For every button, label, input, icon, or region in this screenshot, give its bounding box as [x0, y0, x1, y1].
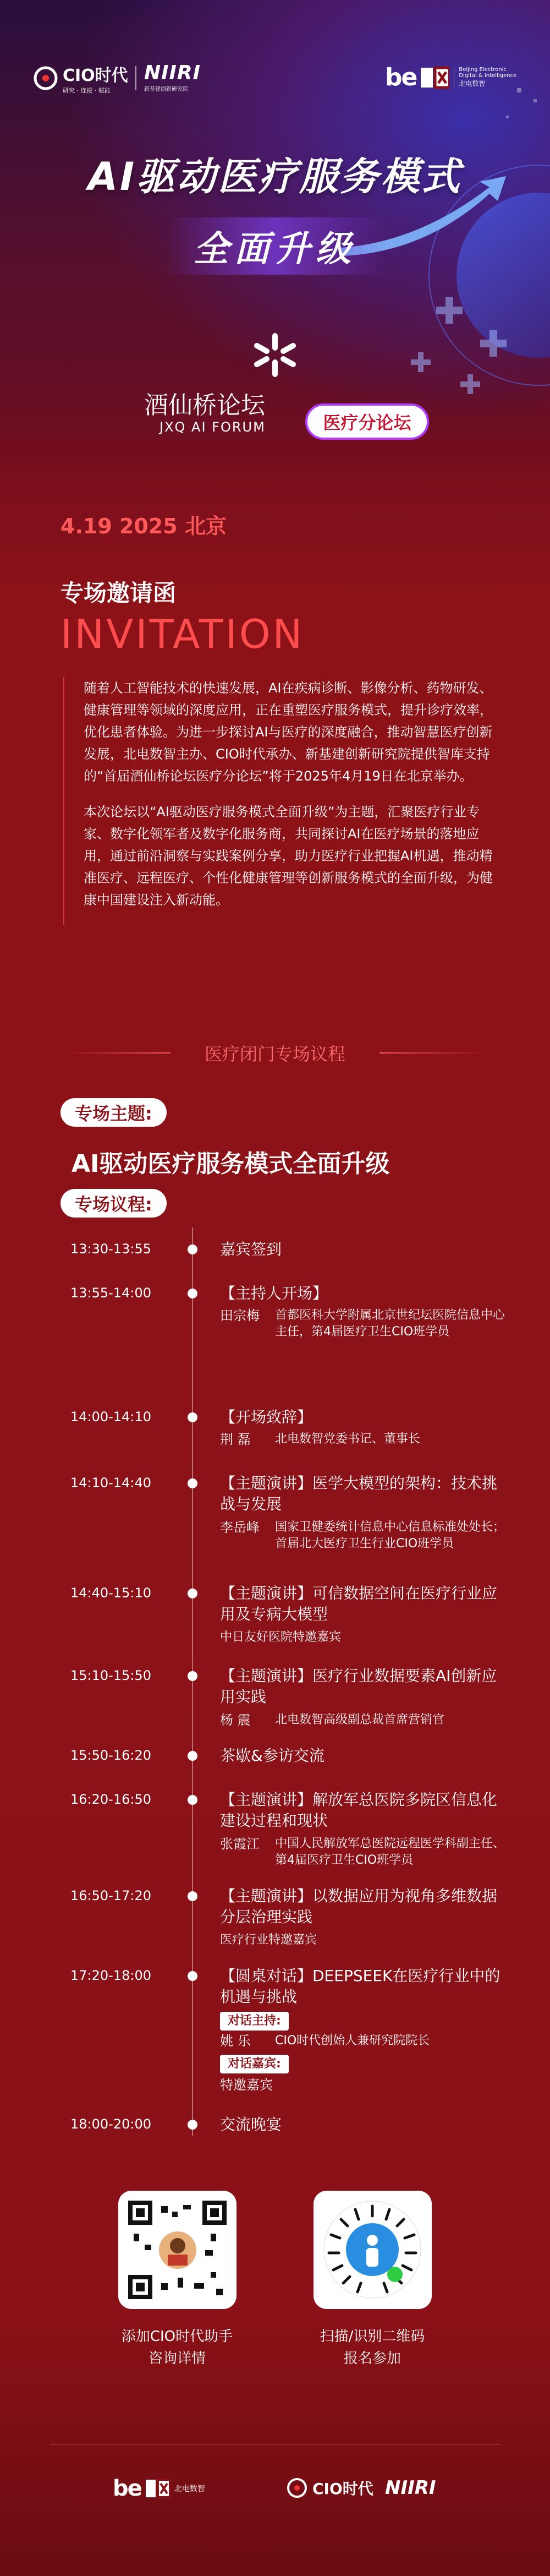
- cio-logo-text: CIO时代: [63, 66, 128, 85]
- speaker-title: 首都医科大学附属北京世纪坛医院信息中心主任，第4届医疗卫生CIO班学员: [275, 1308, 505, 1339]
- speaker-name: 荆 磊: [220, 1432, 251, 1447]
- speaker-title: 医疗行业特邀嘉宾: [220, 1933, 317, 1947]
- timeline-dot: [188, 1478, 197, 1488]
- beh-logo-text: be: [385, 63, 417, 91]
- niiri-logo-subtitle: 新基建创新研究院: [144, 86, 188, 92]
- timeline-dot: [188, 1891, 197, 1901]
- footer-cio-logo: [286, 2477, 373, 2499]
- agenda-time: 13:55-14:00: [70, 1285, 151, 1301]
- agenda-time: 15:10-15:50: [70, 1668, 151, 1683]
- intro-text-block: [63, 677, 498, 925]
- agenda-label-badge: 专场议程:: [61, 1189, 167, 1218]
- agenda-time: 14:10-14:40: [70, 1475, 151, 1491]
- jxq-forum-logo-icon: [250, 330, 300, 380]
- speaker-title: 北电数智党委书记、董事长: [275, 1432, 421, 1446]
- agenda-time: 17:20-18:00: [70, 1968, 151, 1983]
- theme-label-badge: 专场主题:: [61, 1098, 167, 1127]
- speaker-name: 李岳峰: [220, 1520, 260, 1535]
- agenda-section-title: 医疗闭门专场议程: [204, 1044, 345, 1065]
- speaker-info: [220, 1712, 517, 1728]
- intro-paragraph-2: 本次论坛以“AI驱动医疗服务模式全面升级”为主题，汇聚医疗行业专家、数字化领军者及数字化服务商，共同探讨AI在医疗场景的落地应用，通过前沿洞察与实践案例分享，助力医疗行业把握AI机遇，推动精准医疗、远程医疗、个性化健康管理等创新服务模式的全面升级，为健康中国建设注入新动能。: [84, 804, 493, 908]
- agenda-time: 14:40-15:10: [70, 1585, 151, 1601]
- qr-caption-left: [95, 2326, 260, 2370]
- roundtable-host: [220, 2012, 517, 2031]
- qr-caption-left-line1: 添加CIO时代助手: [121, 2328, 233, 2345]
- speaker-title: 国家卫健委统计信息中心信息标准处处长；首届北大医疗卫生行业CIO班学员: [275, 1520, 505, 1551]
- agenda-time: 18:00-20:00: [70, 2116, 151, 2132]
- main-title-line2: 全面升级: [165, 217, 385, 275]
- agenda-title: 【主题演讲】以数据应用为视角多维数据分层治理实践: [220, 1887, 498, 1926]
- timeline-dot: [188, 1289, 197, 1298]
- timeline-dot: [188, 2120, 197, 2130]
- forum-name-en: JXQ AI FORUM: [160, 419, 266, 435]
- footer-niiri-logo: NIIRI: [385, 2477, 436, 2499]
- footer-beh-logo: [113, 2476, 205, 2501]
- speaker-info: [220, 2033, 517, 2049]
- agenda-title: 交流晚宴: [220, 2115, 282, 2133]
- agenda-time: 16:20-16:50: [70, 1792, 151, 1807]
- speaker-info: [220, 1431, 517, 1448]
- speaker-name: 杨 震: [220, 1712, 251, 1728]
- beh-logo: [385, 63, 516, 91]
- qr-caption-left-line2: 咨询详情: [148, 2350, 206, 2367]
- agenda-title: 【主题演讲】医学大模型的架构：技术挑战与发展: [220, 1474, 498, 1513]
- agenda-title: 【圆桌对话】DEEPSEEK在医疗行业中的机遇与挑战: [220, 1967, 501, 2006]
- qr-caption-right-line1: 扫描/识别二维码: [320, 2328, 425, 2345]
- agenda-title: 【主题演讲】医疗行业数据要素AI创新应用实践: [220, 1667, 497, 1706]
- intro-paragraph-1: 随着人工智能技术的快速发展，AI在疾病诊断、影像分析、药物研发、健康管理等领域的深度应用，正在重塑医疗服务模式，提升诊疗效率，优化患者体验。为进一步探讨AI与医疗的深度融合，推动智慧医疗创新发展，北电数智主办、CIO时代承办、新基建创新研究院提供智库支持的“首届酒仙桥论坛医疗分论坛”将于2025年4月19日在北京举办。: [84, 680, 493, 784]
- timeline-dot: [188, 1671, 197, 1681]
- agenda-title: 【主题演讲】解放军总医院多院区信息化建设过程和现状: [220, 1791, 498, 1830]
- speaker-title: 中国人民解放军总医院远程医学科副主任、第4届医疗卫生CIO班学员: [275, 1837, 505, 1867]
- agenda-title: 嘉宾签到: [220, 1240, 282, 1258]
- speaker-title: 北电数智高级副总裁首席营销官: [275, 1713, 445, 1727]
- timeline-dot: [188, 1589, 197, 1598]
- agenda-title: 【主题演讲】可信数据空间在医疗行业应用及专病大模型: [220, 1584, 498, 1623]
- speaker-info: [220, 1307, 517, 1340]
- beh-logo-mark-icon: [421, 66, 449, 90]
- event-date: 4.19 2025 北京: [61, 514, 227, 538]
- host-label-badge: 对话主持:: [220, 2012, 289, 2031]
- footer-beh-mark-icon: [146, 2478, 170, 2499]
- agenda-title: 茶歇&参访交流: [220, 1747, 324, 1765]
- timeline-dot: [188, 1412, 197, 1422]
- timeline-dot: [188, 1751, 197, 1761]
- timeline-dot: [188, 1971, 197, 1981]
- agenda-title: 【主持人开场】: [220, 1284, 328, 1302]
- speaker-info: [220, 1836, 517, 1869]
- speaker-name: 张霞江: [220, 1836, 260, 1852]
- main-title-line1: AI驱动医疗服务模式: [87, 154, 463, 199]
- invitation-title-cn: 专场邀请函: [61, 580, 177, 607]
- agenda-time: 15:50-16:20: [70, 1748, 151, 1763]
- guest-info: 特邀嘉宾: [220, 2077, 273, 2093]
- agenda-timeline-line: [192, 1227, 193, 2136]
- timeline-dot: [188, 1245, 197, 1254]
- agenda-time: 14:00-14:10: [70, 1409, 151, 1425]
- mini-program-code-image: [323, 2201, 422, 2299]
- niiri-logo-text: NIIRI: [144, 62, 201, 84]
- agenda-title: 【开场致辞】: [220, 1408, 313, 1426]
- speaker-title: CIO时代创始人兼研究院院长: [275, 2034, 430, 2048]
- qr-code-image: [128, 2201, 227, 2299]
- speaker-name: 姚 乐: [220, 2033, 251, 2049]
- roundtable-guests: [220, 2055, 517, 2073]
- guest-label-badge: 对话嘉宾:: [220, 2055, 289, 2073]
- niiri-logo: [144, 62, 201, 92]
- theme-text: AI驱动医疗服务模式全面升级: [72, 1150, 390, 1178]
- speaker-title: 中日友好医院特邀嘉宾: [220, 1630, 342, 1644]
- cio-logo: [33, 62, 128, 95]
- cio-logo-icon: [33, 66, 58, 91]
- footer-cio-logo-text: CIO时代: [312, 2480, 373, 2498]
- qr-caption-right: [290, 2326, 455, 2370]
- beh-logo-sub2: Digital & Intelligence: [459, 73, 517, 79]
- qr-caption-right-line2: 报名参加: [343, 2350, 401, 2367]
- qr-code-cio-assistant[interactable]: [118, 2191, 237, 2309]
- speaker-name: 田宗梅: [220, 1308, 260, 1323]
- footer-beh-logo-text: be: [113, 2476, 141, 2501]
- footer-beh-logo-cn: 北电数智: [174, 2485, 205, 2493]
- qr-code-registration[interactable]: [314, 2191, 432, 2309]
- cio-logo-subtitle: 研究 · 连接 · 赋能: [63, 87, 111, 94]
- footer-cio-logo-icon: [286, 2477, 308, 2499]
- beh-logo-cn: 北电数智: [459, 80, 486, 88]
- speaker-info: [220, 1629, 517, 1646]
- logo-divider: [135, 66, 136, 90]
- section-divider-right: [380, 1052, 490, 1054]
- invitation-title-en: INVITATION: [61, 611, 305, 657]
- speaker-info: [220, 1519, 517, 1552]
- hero-banner: [0, 0, 550, 473]
- agenda-time: 13:30-13:55: [70, 1241, 151, 1257]
- speaker-info: [220, 1932, 517, 1949]
- forum-name-cn: 酒仙桥论坛: [144, 391, 265, 419]
- timeline-dot: [188, 1795, 197, 1805]
- agenda-time: 16:50-17:20: [70, 1888, 151, 1903]
- forum-tag-badge: 医疗分论坛: [305, 403, 429, 440]
- beh-logo-sub1: Beijing Electronic: [459, 67, 507, 73]
